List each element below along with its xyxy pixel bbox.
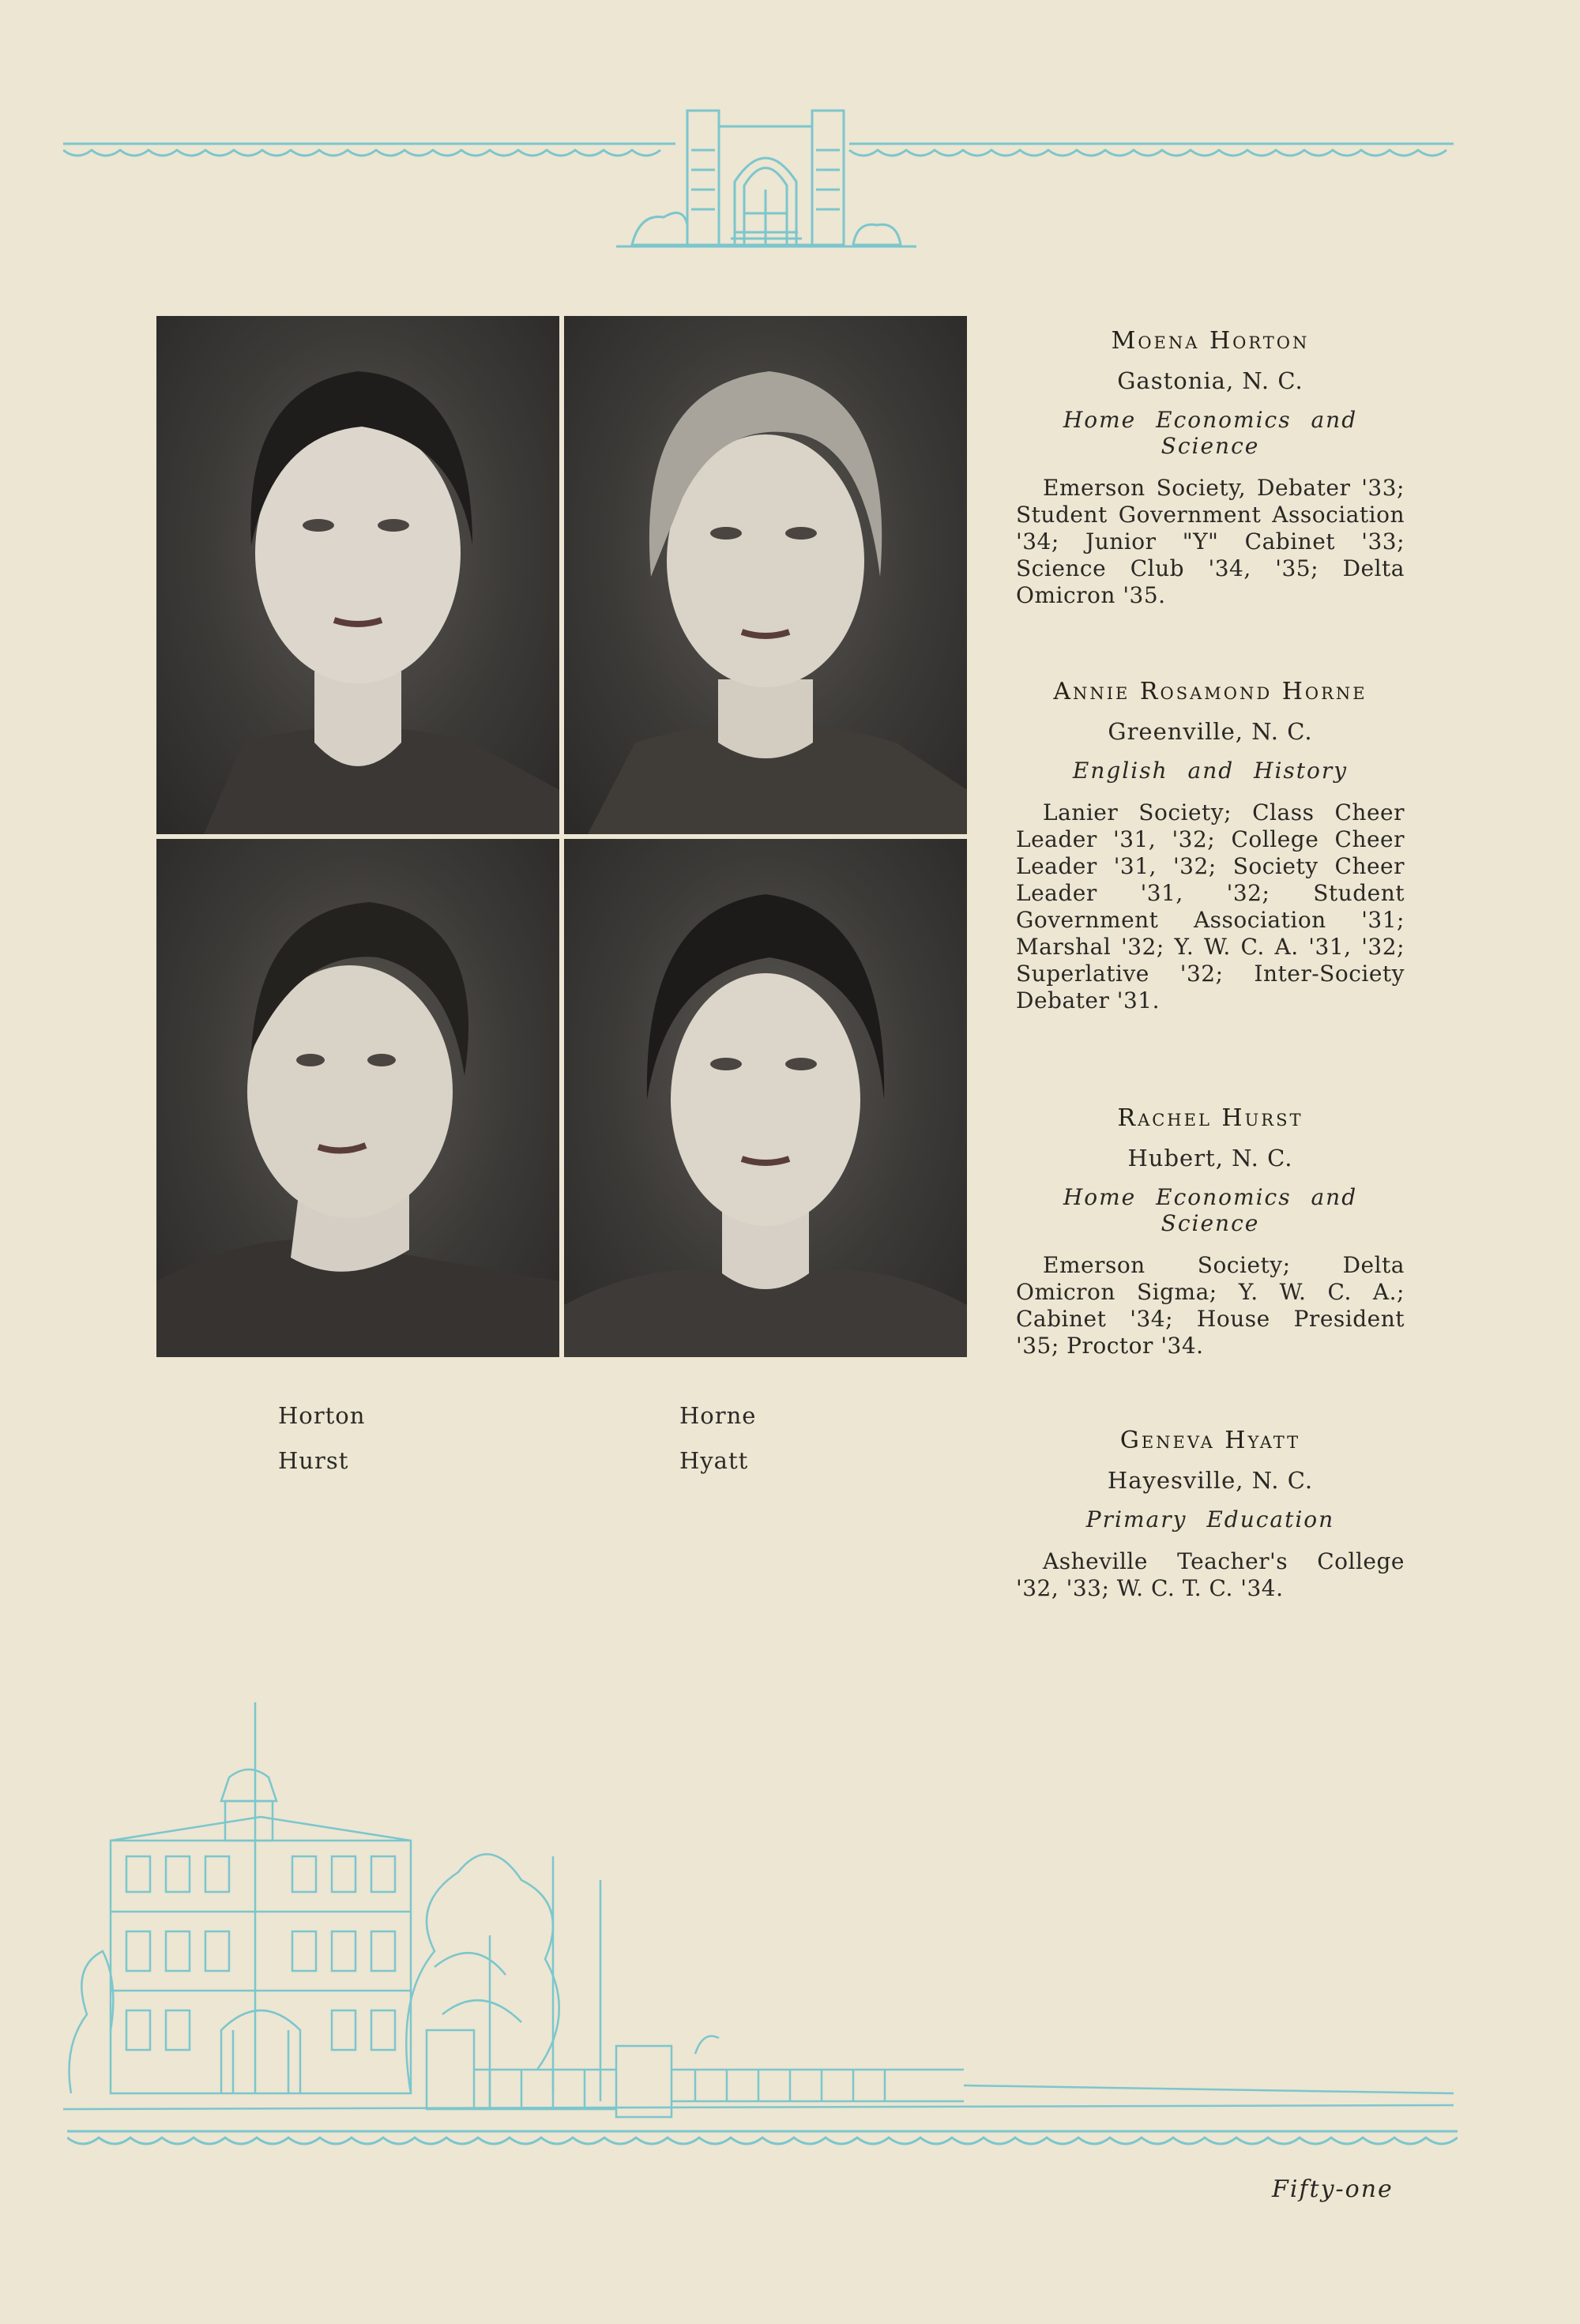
campus-building-illustration: [63, 1698, 1462, 2125]
student-activities: Emerson Society; Delta Omicron Sigma; Y. W. C. A.; Cabinet '34; House President '35; Proctor '34.: [1016, 1252, 1405, 1359]
student-hometown: Gastonia, N. C.: [1117, 367, 1304, 394]
portrait-grid: [156, 316, 967, 1357]
student-bio: [1016, 678, 1405, 1014]
page-number: Fifty-one: [1272, 2175, 1394, 2203]
student-bio: [1016, 327, 1405, 609]
student-hometown: Greenville, N. C.: [1108, 718, 1313, 745]
student-activities: Emerson Society, Debater '33; Student Government Association '34; Junior "Y" Cabinet '33; Science Club '34, '35; Delta Omicron '35.: [1016, 475, 1405, 608]
student-activities: Lanier Society; Class Cheer Leader '31, '32; College Cheer Leader '31, '32; Society Cheer Leader '31, '32; Student Government Association '31; Marshal '32; Y. W. C. A. '31, '32; Superlative '32; Inter-Society Debater '31.: [1016, 799, 1405, 1013]
caption-right-top: Horne: [679, 1402, 757, 1429]
header-ornament: [63, 95, 1454, 253]
student-major: English and History: [1072, 758, 1349, 784]
student-bio: [1016, 1104, 1405, 1359]
student-hometown: Hubert, N. C.: [1127, 1145, 1293, 1171]
student-name: Geneva Hyatt: [1119, 1427, 1301, 1454]
student-major: Home Economics and Science: [1063, 1184, 1358, 1236]
portrait-photo-horne: [564, 316, 967, 834]
student-name: Rachel Hurst: [1117, 1104, 1304, 1132]
caption-right-bottom: Hyatt: [679, 1447, 749, 1474]
student-name: Annie Rosamond Horne: [1053, 678, 1367, 705]
portrait-photo-hurst: [156, 839, 559, 1357]
student-major: Home Economics and Science: [1063, 407, 1358, 459]
portrait-photo-hyatt: [564, 839, 967, 1357]
caption-left-top: Horton: [278, 1402, 366, 1429]
student-name: Moena Horton: [1111, 327, 1310, 355]
student-bio: [1016, 1427, 1405, 1602]
portrait-photo-horton: [156, 316, 559, 834]
caption-left-bottom: Hurst: [278, 1447, 349, 1474]
student-major: Primary Education: [1085, 1506, 1335, 1532]
student-hometown: Hayesville, N. C.: [1107, 1467, 1314, 1494]
student-activities: Asheville Teacher's College '32, '33; W. C. T. C. '34.: [1016, 1548, 1405, 1601]
footer-ornament: [67, 2125, 1458, 2164]
